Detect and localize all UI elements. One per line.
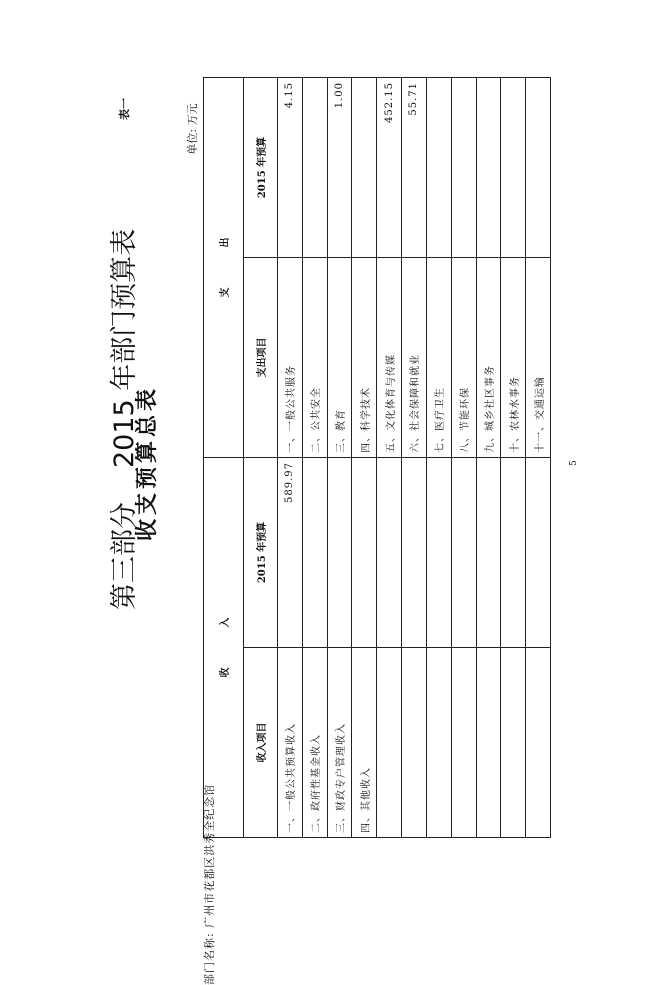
income-item-cell: 一、一般公共预算收入 — [278, 648, 303, 838]
income-value-cell — [377, 458, 402, 648]
income-value-cell — [352, 458, 377, 648]
table-row — [278, 78, 303, 838]
expense-item-cell: 五、文化体育与传媒 — [377, 258, 402, 458]
income-section-header: 收入 — [204, 458, 244, 838]
expense-value-cell: 1.00 — [327, 78, 352, 258]
income-item-cell — [426, 648, 451, 838]
table-row — [451, 78, 476, 838]
table-subtitle: 收支预算总表 — [135, 385, 160, 542]
expense-value-cell — [426, 78, 451, 258]
table-row — [501, 78, 526, 838]
expense-section-header: 支出 — [204, 78, 244, 458]
budget-summary-table — [203, 77, 551, 838]
expense-value-cell — [451, 78, 476, 258]
income-item-cell — [526, 648, 551, 838]
table-row — [426, 78, 451, 838]
income-item-cell — [476, 648, 501, 838]
expense-value-cell: 4.15 — [278, 78, 303, 258]
income-value-cell — [302, 458, 327, 648]
expense-value-cell — [526, 78, 551, 258]
income-value-cell — [402, 458, 427, 648]
income-value-cell — [327, 458, 352, 648]
table-row — [327, 78, 352, 838]
income-value-cell — [526, 458, 551, 648]
expense-item-cell: 二、公共安全 — [302, 258, 327, 458]
expense-item-cell: 七、医疗卫生 — [426, 258, 451, 458]
table-row — [476, 78, 501, 838]
expense-item-cell: 九、城乡社区事务 — [476, 258, 501, 458]
income-item-cell — [402, 648, 427, 838]
budget-title: 2015 年部门预算表 — [109, 228, 140, 468]
table-row — [377, 78, 402, 838]
income-item-cell — [451, 648, 476, 838]
income-item-cell: 四、其他收入 — [352, 648, 377, 838]
income-value-cell — [451, 458, 476, 648]
expense-item-cell: 十一、交通运输 — [526, 258, 551, 458]
expense-item-cell: 八、节能环保 — [451, 258, 476, 458]
expense-value-cell — [476, 78, 501, 258]
table-row — [302, 78, 327, 838]
expense-value-cell: 452.15 — [377, 78, 402, 258]
expense-item-cell: 四、科学技术 — [352, 258, 377, 458]
expense-value-cell — [352, 78, 377, 258]
department-label: 部门名称: — [203, 932, 216, 985]
table-number: 表一 — [118, 98, 131, 120]
income-item-cell — [501, 648, 526, 838]
expense-item-header: 支出项目 — [244, 258, 278, 458]
part-label: 第三部分 — [109, 502, 140, 610]
table-row — [526, 78, 551, 838]
expense-value-cell — [302, 78, 327, 258]
income-item-cell — [377, 648, 402, 838]
expense-budget-header: 2015 年预算 — [244, 78, 278, 258]
expense-item-cell: 一、一般公共服务 — [278, 258, 303, 458]
expense-item-cell: 三、教育 — [327, 258, 352, 458]
department-name: 广州市花都区洪秀全纪念馆 — [203, 783, 216, 928]
income-item-cell: 二、政府性基金收入 — [302, 648, 327, 838]
income-item-cell: 三、财政专户管理收入 — [327, 648, 352, 838]
table-row — [352, 78, 377, 838]
income-value-cell — [476, 458, 501, 648]
income-value-cell — [426, 458, 451, 648]
table-row — [402, 78, 427, 838]
budget-table-wrapper — [203, 78, 551, 838]
income-value-cell — [501, 458, 526, 648]
income-item-header: 收入项目 — [244, 648, 278, 838]
expense-value-cell — [501, 78, 526, 258]
unit-label: 单位: 万元 — [186, 103, 199, 155]
page-number: 5 — [569, 460, 579, 466]
expense-item-cell: 六、社会保障和就业 — [402, 258, 427, 458]
expense-item-cell: 十、农林水事务 — [501, 258, 526, 458]
income-budget-header: 2015 年预算 — [244, 458, 278, 648]
income-value-cell: 589.97 — [278, 458, 303, 648]
expense-value-cell: 55.71 — [402, 78, 427, 258]
